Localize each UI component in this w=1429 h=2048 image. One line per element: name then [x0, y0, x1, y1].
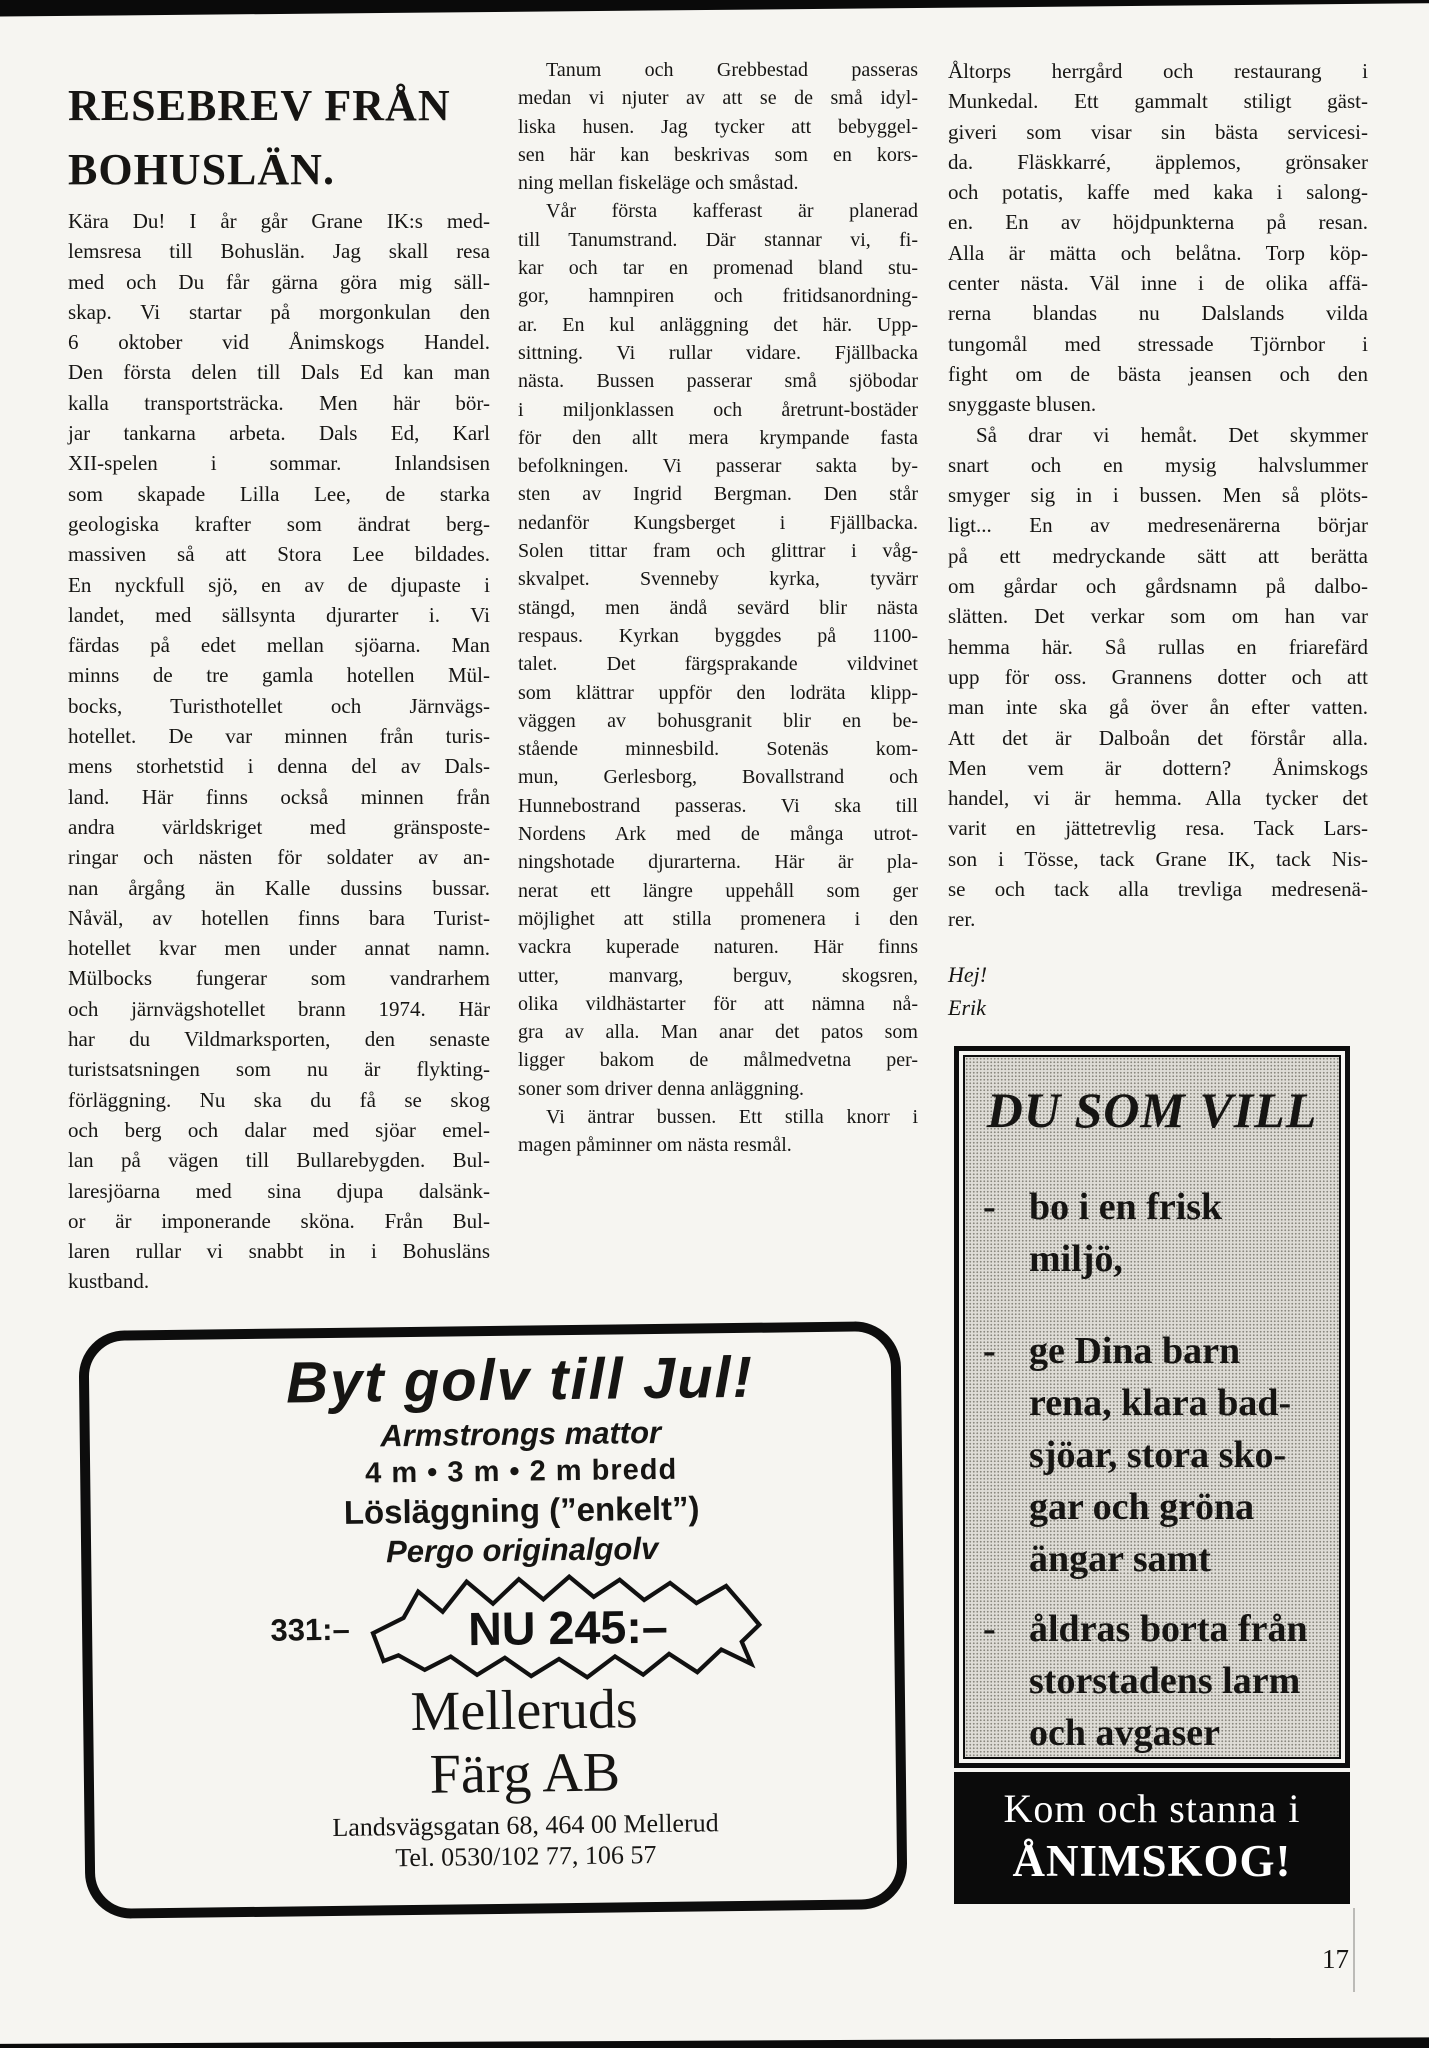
article-line: massiven så att Stora Lee bildades.	[68, 542, 490, 567]
bullet-dash-icon: -	[983, 1186, 996, 1228]
bullet-dash-icon: -	[983, 1330, 996, 1372]
article-line: da. Fläskkarré, äpplemos, grönsaker	[948, 149, 1368, 174]
starburst-icon	[355, 1569, 776, 1686]
article-line: son i Tösse, tack Grane IK, tack Nis-	[948, 846, 1368, 871]
floor-ad-product-line: Armstrongs mattor	[380, 1414, 662, 1454]
article-line: Mülbocks fungerar som vandrarhem	[68, 966, 490, 991]
article-line: Nordens Ark med de många utrot-	[518, 823, 918, 846]
article-line: upp för oss. Grannens dotter och att	[948, 664, 1368, 689]
article-line: land. Här finns också minnen från	[68, 784, 490, 809]
article-line: nästa. Bussen passerar små sjöbodar	[518, 370, 918, 393]
company-address: Landsvägsgatan 68, 464 00 Mellerud	[332, 1808, 719, 1842]
company-phone: Tel. 0530/102 77, 106 57	[395, 1840, 657, 1873]
article-line: En nyckfull sjö, en av de djupaste i	[68, 572, 490, 597]
article-line: bocks, Turisthotellet och Järnvägs-	[68, 693, 490, 718]
article-line: jar tankarna arbeta. Dals Ed, Karl	[68, 421, 490, 446]
article-line: nan årgång än Kalle dussins bussar.	[68, 875, 490, 900]
article-signoff	[948, 958, 987, 1024]
article-line: som klättrar uppför den lodräta klipp-	[518, 681, 918, 704]
article-line: snart och en mysig halvslummer	[948, 452, 1368, 477]
ad-bullet-line: gar och gröna	[1029, 1486, 1255, 1528]
article-line: andra världskriget med gränsposte-	[68, 814, 490, 839]
article-title-line: RESEBREV FRÅN	[68, 81, 451, 130]
article-column-1	[68, 206, 490, 1297]
ad-bullet-line: miljö,	[1029, 1238, 1123, 1280]
animskog-ad	[954, 1046, 1350, 1904]
signoff-author: Erik	[948, 995, 986, 1020]
article-line: kalla transportsträcka. Men här bör-	[68, 390, 490, 415]
article-line: Kära Du! I år går Grane IK:s med-	[68, 209, 490, 233]
animskog-ad-panel	[963, 1055, 1341, 1759]
ad-bullet-text	[1029, 1181, 1222, 1285]
article-line: till Tanumstrand. Där stannar vi, fi-	[518, 228, 918, 251]
article-line: gor, hamnpiren och fritidsanordning-	[518, 285, 918, 308]
footer-line: Kom och stanna i	[1003, 1786, 1301, 1831]
article-line: ning mellan fiskeläge och småstad.	[518, 172, 799, 195]
article-line: XII-spelen i sommar. Inlandsisen	[68, 451, 490, 476]
article-line: minns de tre gamla hotellen Mül-	[68, 663, 490, 688]
article-line: kustband.	[68, 1269, 150, 1294]
ad-bullet-line: ängar samt	[1029, 1538, 1211, 1580]
article-title-line: BOHUSLÄN.	[68, 145, 335, 194]
article-line: gra av alla. Man anar det patos som	[518, 1021, 918, 1044]
article-line: laren rullar vi snabbt in i Bohusläns	[68, 1239, 490, 1264]
article-line: giveri som visar sin bästa servicesi-	[948, 119, 1368, 144]
article-line: förläggning. Nu ska du få se skog	[68, 1087, 490, 1112]
article-line: Vår första kafferast är planerad	[546, 200, 918, 223]
animskog-bullets	[977, 1181, 1327, 1759]
article-line: mun, Gerlesborg, Bovallstrand och	[518, 766, 918, 789]
article-line: färdas på edet mellan sjöarna. Man	[68, 633, 490, 658]
article-line: utter, manvarg, berguv, skogsren,	[518, 964, 918, 987]
article-line: slätten. Det verkar som om han var	[948, 604, 1368, 629]
article-line: liska husen. Jag tycker att bebyggel-	[518, 115, 918, 138]
article-line: sen här kan beskrivas som en kors-	[518, 143, 918, 166]
article-line: skap. Vi startar på morgonkulan den	[68, 299, 490, 324]
article-line: med och Du får gärna göra mig säll-	[68, 269, 490, 294]
article-line: på ett medryckande sätt att berätta	[948, 543, 1368, 568]
article-line: turistsatsningen som nu är flykting-	[68, 1057, 490, 1082]
floor-ad-laying-line: Lösläggning (”enkelt”)	[343, 1489, 700, 1531]
scan-artifact-line	[1353, 1908, 1355, 1992]
animskog-ad-border	[954, 1046, 1350, 1768]
article-line: möjlighet att stilla promenera i den	[518, 907, 918, 930]
article-line: snyggaste blusen.	[948, 392, 1097, 417]
floor-ad	[78, 1321, 907, 1919]
signoff-greeting: Hej!	[948, 962, 988, 987]
article-line: geologiska krafter som ändrat berg-	[68, 511, 490, 536]
ad-bullet-line: sjöar, stora sko-	[1029, 1434, 1287, 1476]
ad-bullet	[977, 1603, 1327, 1759]
article-line: hotellet kvar men under annat namn.	[68, 936, 490, 961]
article-line: lemsresa till Bohuslän. Jag skall resa	[68, 239, 490, 264]
footer-line: ÅNIMSKOG!	[1012, 1836, 1292, 1886]
article-line: mens storhetstid i denna del av Dals-	[68, 754, 490, 779]
animskog-ad-title: DU SOM VILL	[986, 1082, 1318, 1138]
article-line: stående minnesbild. Sotenäs kom-	[518, 738, 918, 761]
article-line: om gårdar och gårdsnamn på dalbo-	[948, 574, 1368, 599]
ad-bullet-line: bo i en frisk	[1029, 1186, 1223, 1228]
article-line: hemma här. Så rullas en friarefärd	[948, 634, 1368, 659]
article-title	[68, 74, 451, 202]
article-line: center nästa. Väl inne i de olika affä-	[948, 271, 1368, 296]
ad-bullet-line: storstadens larm	[1029, 1660, 1301, 1702]
company-name-line: Färg AB	[429, 1741, 621, 1806]
article-line: medan vi njuter av att se de små idyl-	[518, 87, 918, 110]
ad-bullet-line: rena, klara bad-	[1029, 1382, 1292, 1424]
ad-bullet-text	[1029, 1325, 1291, 1585]
ad-bullet	[977, 1181, 1327, 1285]
article-line: Munkedal. Ett gammalt stiligt gäst-	[948, 89, 1368, 114]
article-line: lan på vägen till Bullarebygden. Bul-	[68, 1148, 490, 1173]
article-line: Hunnebostrand passeras. Vi ska till	[518, 794, 918, 817]
new-price: NU 245:–	[467, 1600, 668, 1656]
article-line: i miljonklassen och åretrunt-bostäder	[518, 398, 918, 421]
article-line: smyger sig in i bussen. Men så plöts-	[948, 483, 1368, 508]
article-line: rerna blandas nu Dalslands vilda	[948, 301, 1368, 326]
article-line: ringar och nästen för soldater av an-	[68, 845, 490, 870]
article-line: laresjöarna med sina djupa dalsänk-	[68, 1178, 490, 1203]
article-line: en. En av höjdpunkterna på resan.	[948, 210, 1368, 235]
old-price: 331:–	[270, 1611, 350, 1648]
article-line: ligt... En av medresenärerna börjar	[948, 513, 1368, 538]
article-line: rer.	[948, 907, 976, 932]
article-line: Den första delen till Dals Ed kan man	[68, 360, 490, 385]
floor-ad-price-row	[161, 1567, 884, 1688]
article-line: or är imponerande sköna. Från Bul-	[68, 1208, 490, 1233]
article-line: tungomål med stressade Tjörnbor i	[948, 331, 1368, 356]
article-line: Nåväl, av hotellen finns bara Turist-	[68, 905, 490, 930]
article-line: handel, vi är hemma. Alla tycker det	[948, 786, 1368, 811]
article-line: kar och tar en promenad bland stu-	[518, 257, 918, 280]
article-line: Tanum och Grebbestad passeras	[546, 59, 918, 81]
article-line: har du Vildmarksporten, den senaste	[68, 1027, 490, 1052]
article-line: ar. En kul anläggning det här. Upp-	[518, 313, 918, 336]
article-line: Åltorps herrgård och restaurang i	[948, 59, 1368, 83]
article-line: respaus. Kyrkan byggdes på 1100-	[518, 624, 918, 647]
article-line: skvalpet. Svenneby kyrka, tyvärr	[518, 568, 918, 591]
scan-edge-bottom	[0, 2035, 1429, 2048]
article-line: för den allt mera krympande fasta	[518, 426, 918, 449]
article-column-3	[948, 56, 1368, 935]
article-line: varit en jättetrevlig resa. Tack Lars-	[948, 816, 1368, 841]
animskog-ad-footer	[954, 1772, 1350, 1904]
ad-bullet-line: och avgaser	[1029, 1712, 1221, 1754]
article-line: Men vem är dottern? Ånimskogs	[948, 755, 1368, 780]
article-line: som skapade Lilla Lee, de starka	[68, 481, 490, 506]
article-line: och järnvägshotellet brann 1974. Här	[68, 996, 490, 1021]
floor-ad-widths-line: 4 m • 3 m • 2 m bredd	[364, 1453, 678, 1490]
article-line: Alla är mätta och belåtna. Torp köp-	[948, 240, 1368, 265]
floor-ad-content	[89, 1331, 897, 1877]
article-line: Solen tittar fram och glittrar i våg-	[518, 540, 918, 563]
article-line: landet, med sällsynta djurarter i. Vi	[68, 602, 490, 627]
floor-ad-headline: Byt golv till Jul!	[285, 1344, 755, 1416]
article-line: nedanför Kungsberget i Fjällbacka.	[518, 511, 918, 534]
article-line: 6 oktober vid Ånimskogs Handel.	[68, 330, 490, 355]
article-line: ningshotade djurarterna. Här är pla-	[518, 851, 918, 874]
ad-bullet-text	[1029, 1603, 1308, 1759]
article-line: soner som driver denna anläggning.	[518, 1077, 805, 1100]
company-name-line: Melleruds	[410, 1678, 639, 1744]
scan-edge-top	[0, 0, 1429, 18]
article-line: sittning. Vi rullar vidare. Fjällbacka	[518, 341, 918, 364]
ad-bullet	[977, 1325, 1327, 1585]
bullet-dash-icon: -	[983, 1608, 996, 1650]
article-line: man inte ska gå över ån efter vatten.	[948, 695, 1368, 720]
article-line: magen påminner om nästa resmål.	[518, 1134, 792, 1157]
article-line: vackra kuperade naturen. Här finns	[518, 936, 918, 959]
article-line: sten av Ingrid Bergman. Den står	[518, 483, 918, 506]
article-line: Så drar vi hemåt. Det skymmer	[976, 422, 1368, 447]
ad-bullet-line: åldras borta från	[1029, 1608, 1308, 1650]
article-line: befolkningen. Vi passerar sakta by-	[518, 455, 918, 478]
article-line: Att det är Dalboån det förstår alla.	[948, 725, 1368, 750]
article-line: se och tack alla trevliga medresenä-	[948, 877, 1368, 902]
article-line: Vi äntrar bussen. Ett stilla knorr i	[546, 1105, 918, 1128]
article-line: väggen av bohusgranit blir en be-	[518, 709, 918, 732]
ad-bullet-line: ge Dina barn	[1029, 1330, 1241, 1372]
article-line: och potatis, kaffe med kaka i salong-	[948, 180, 1368, 205]
article-line: och berg och dalar med sjöar emel-	[68, 1117, 490, 1142]
floor-ad-pergo-line: Pergo originalgolv	[385, 1530, 659, 1570]
article-line: nerat ett längre uppehåll som ger	[518, 879, 918, 902]
article-line: fight om de bästa jeansen och den	[948, 361, 1368, 386]
article-column-2	[518, 56, 918, 1160]
article-line: ligger bakom de målmedvetna per-	[518, 1049, 918, 1072]
article-line: talet. Det färgsprakande vildvinet	[518, 653, 918, 676]
article-line: hotellet. De var minnen från turis-	[68, 724, 490, 749]
article-line: stängd, men ändå sevärd blir nästa	[518, 596, 918, 619]
article-line: olika vildhästarter för att nämna nå-	[518, 992, 918, 1015]
page-number: 17	[1322, 1944, 1349, 1974]
